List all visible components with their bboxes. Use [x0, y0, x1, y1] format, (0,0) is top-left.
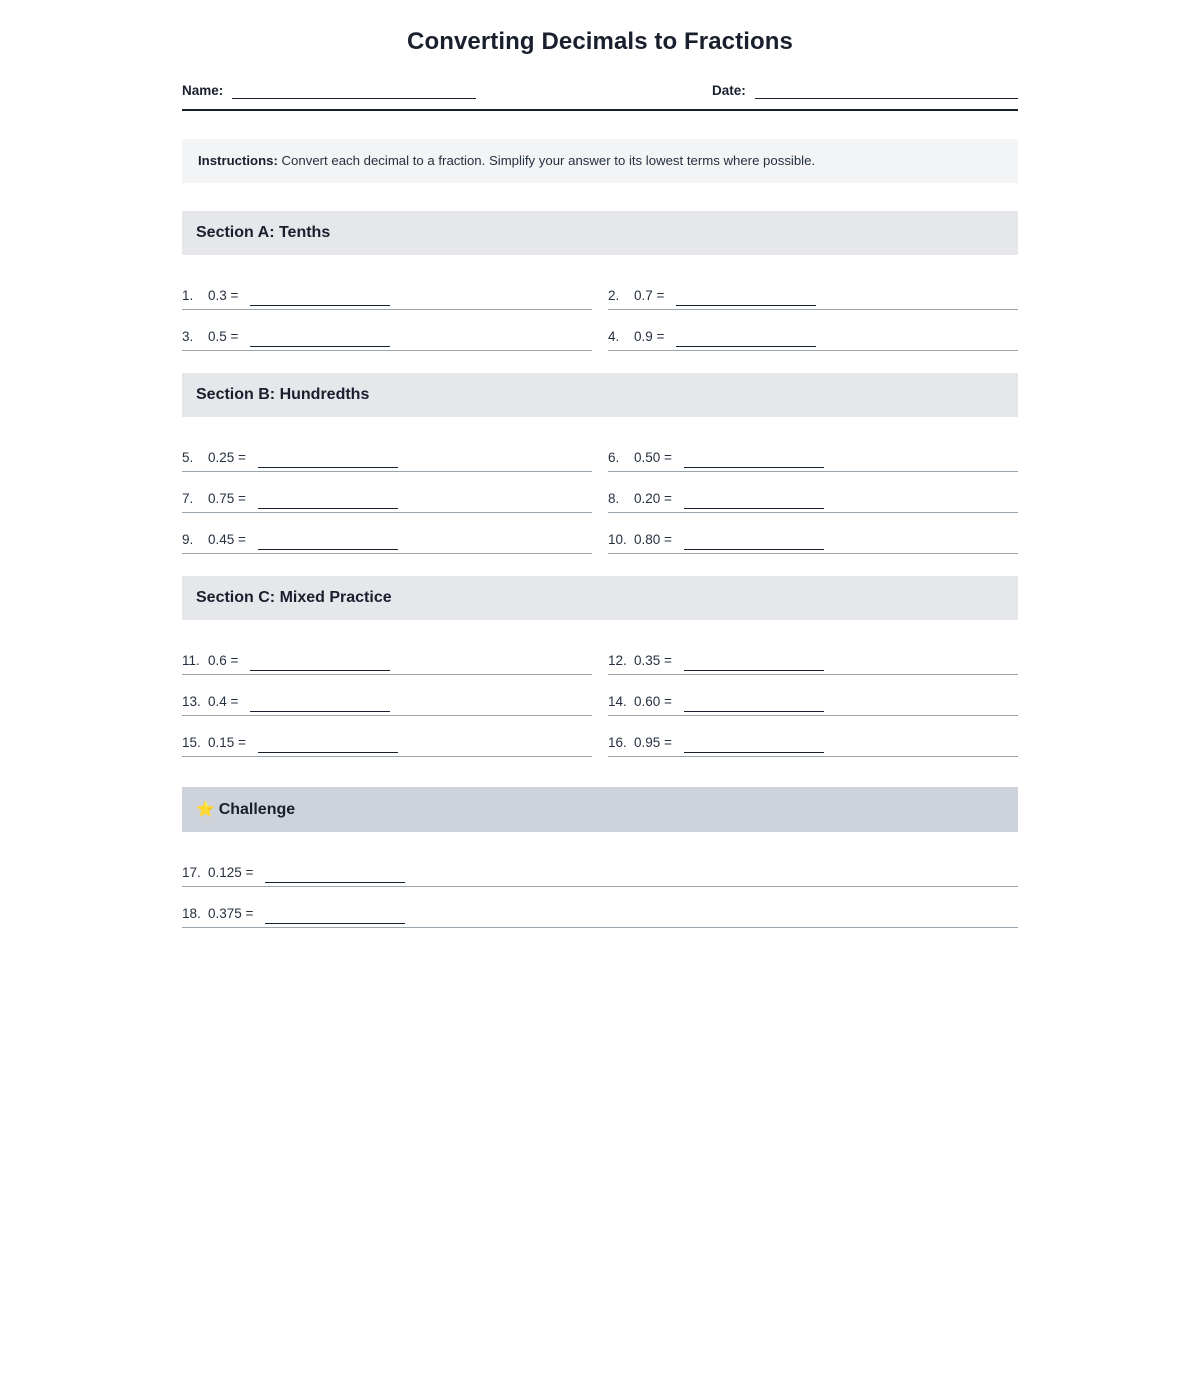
problem-number: 10.: [608, 531, 627, 547]
answer-blank[interactable]: [258, 536, 398, 550]
problem-expression: 0.20 =: [634, 490, 672, 506]
answer-blank[interactable]: [265, 910, 405, 924]
problem-number: 18.: [182, 905, 201, 921]
problem-expression: 0.50 =: [634, 449, 672, 465]
problem-row: [182, 634, 592, 675]
problem-expression: 0.7 =: [634, 287, 665, 303]
problem-expression: 0.125 =: [208, 864, 254, 880]
problem-expression: 0.80 =: [634, 531, 672, 547]
answer-blank[interactable]: [676, 333, 816, 347]
section-heading-text: Challenge: [218, 800, 296, 818]
problem-expression: 0.9 =: [634, 328, 665, 344]
problem-number: 16.: [608, 734, 627, 750]
problem-number: 12.: [608, 652, 627, 668]
answer-blank[interactable]: [684, 454, 824, 468]
section-header-section-b: [182, 373, 1018, 417]
page-title: Converting Decimals to Fractions: [407, 28, 793, 55]
problem-number: 14.: [608, 693, 627, 709]
answer-blank[interactable]: [684, 698, 824, 712]
answer-blank[interactable]: [250, 292, 390, 306]
section-section-challenge: [182, 787, 1018, 928]
name-label: Name:: [182, 82, 224, 98]
problem-grid-section-challenge: [182, 846, 1018, 928]
star-icon: ⭐: [196, 800, 215, 818]
answer-blank[interactable]: [258, 495, 398, 509]
date-label: Date:: [712, 82, 746, 98]
problem-row: [182, 887, 1018, 928]
problem-expression: 0.3 =: [208, 287, 239, 303]
answer-blank[interactable]: [265, 869, 405, 883]
problem-row: [182, 846, 1018, 887]
section-section-b: [182, 373, 1018, 554]
problem-number: 2.: [608, 287, 620, 303]
instructions-label: Instructions:: [198, 152, 278, 168]
problem-number: 11.: [182, 652, 200, 668]
problem-row: [608, 634, 1018, 675]
problem-number: 4.: [608, 328, 620, 344]
problem-expression: 0.375 =: [208, 905, 254, 921]
problem-number: 6.: [608, 449, 620, 465]
problem-grid-section-c: [182, 634, 1018, 757]
problem-row: [182, 716, 592, 757]
answer-blank[interactable]: [684, 495, 824, 509]
section-section-c: [182, 576, 1018, 757]
problem-grid-section-b: [182, 431, 1018, 554]
problem-number: 15.: [182, 734, 201, 750]
problem-expression: 0.15 =: [208, 734, 246, 750]
answer-blank[interactable]: [250, 333, 390, 347]
problem-grid-section-a: [182, 269, 1018, 351]
problem-number: 8.: [608, 490, 620, 506]
answer-blank[interactable]: [676, 292, 816, 306]
problem-row: [608, 431, 1018, 472]
problem-row: [608, 513, 1018, 554]
problem-number: 9.: [182, 531, 194, 547]
section-heading-text: Section C: Mixed Practice: [196, 588, 392, 606]
section-heading-text: Section A: Tenths: [196, 223, 331, 241]
problem-row: [608, 269, 1018, 310]
problem-number: 5.: [182, 449, 194, 465]
name-input-line[interactable]: [232, 84, 476, 99]
answer-blank[interactable]: [250, 657, 390, 671]
problem-row: [608, 310, 1018, 351]
header-divider: [182, 109, 1018, 111]
problem-expression: 0.95 =: [634, 734, 672, 750]
name-field-group: [182, 83, 712, 99]
problem-expression: 0.4 =: [208, 693, 239, 709]
instructions-box: [182, 139, 1018, 183]
problem-number: 17.: [182, 864, 201, 880]
answer-blank[interactable]: [258, 739, 398, 753]
problem-number: 3.: [182, 328, 194, 344]
answer-blank[interactable]: [684, 657, 824, 671]
section-heading-text: Section B: Hundredths: [196, 385, 370, 403]
date-field-group: [712, 83, 1018, 99]
sections-container: [182, 211, 1018, 928]
problem-expression: 0.25 =: [208, 449, 246, 465]
answer-blank[interactable]: [250, 698, 390, 712]
problem-expression: 0.45 =: [208, 531, 246, 547]
problem-row: [608, 675, 1018, 716]
instructions-text: Convert each decimal to a fraction. Simplify your answer to its lowest terms where possible.: [281, 152, 816, 168]
problem-row: [182, 472, 592, 513]
problem-expression: 0.5 =: [208, 328, 239, 344]
problem-row: [608, 716, 1018, 757]
name-date-row: [182, 83, 1018, 99]
problem-expression: 0.6 =: [208, 652, 239, 668]
section-header-section-a: [182, 211, 1018, 255]
section-section-a: [182, 211, 1018, 351]
problem-row: [182, 513, 592, 554]
answer-blank[interactable]: [684, 739, 824, 753]
date-input-line[interactable]: [755, 84, 1018, 99]
problem-expression: 0.75 =: [208, 490, 246, 506]
problem-number: 1.: [182, 287, 194, 303]
answer-blank[interactable]: [258, 454, 398, 468]
section-header-section-challenge: [182, 787, 1018, 832]
problem-number: 7.: [182, 490, 194, 506]
problem-row: [182, 675, 592, 716]
answer-blank[interactable]: [684, 536, 824, 550]
problem-expression: 0.60 =: [634, 693, 672, 709]
problem-row: [182, 310, 592, 351]
problem-row: [608, 472, 1018, 513]
problem-expression: 0.35 =: [634, 652, 672, 668]
problem-row: [182, 431, 592, 472]
problem-row: [182, 269, 592, 310]
problem-number: 13.: [182, 693, 201, 709]
section-header-section-c: [182, 576, 1018, 620]
